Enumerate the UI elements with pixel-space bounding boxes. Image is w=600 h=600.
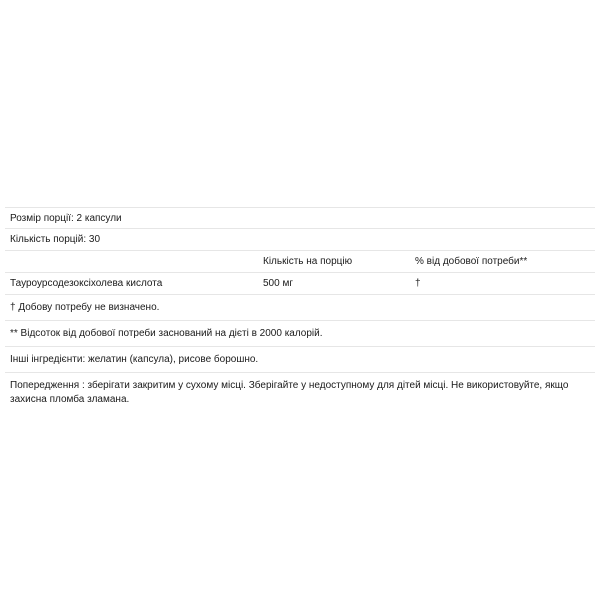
dagger-footnote: † Добову потребу не визначено. [5,295,595,321]
serving-size: Розмір порції: 2 капсули [10,213,122,224]
ingredient-daily-value: † [415,278,421,289]
ingredient-amount: 500 мг [263,278,293,289]
servings-per-container: Кількість порцій: 30 [10,234,101,245]
table-header-row [5,251,595,273]
other-ingredients: Інші інгредієнти: желатин (капсула), рисове борошно. [5,347,595,373]
supplement-facts-panel [5,207,595,412]
servings-per-container-row [5,229,595,251]
daily-value-header: % від добової потреби** [415,256,528,267]
amount-per-serving-header: Кількість на порцію [263,256,353,267]
table-row [5,273,595,295]
double-star-footnote: ** Відсоток від добової потреби заснований на дієті в 2000 калорій. [5,321,595,347]
serving-size-row [5,207,595,229]
warning-text: Попередження : зберігати закритим у сухому місці. Зберігайте у недоступному для дітей місці. Не використовуйте, якщо захисна пломба зламана. [10,380,569,405]
ingredient-name: Тауроурсодезоксіхолева кислота [10,278,163,289]
